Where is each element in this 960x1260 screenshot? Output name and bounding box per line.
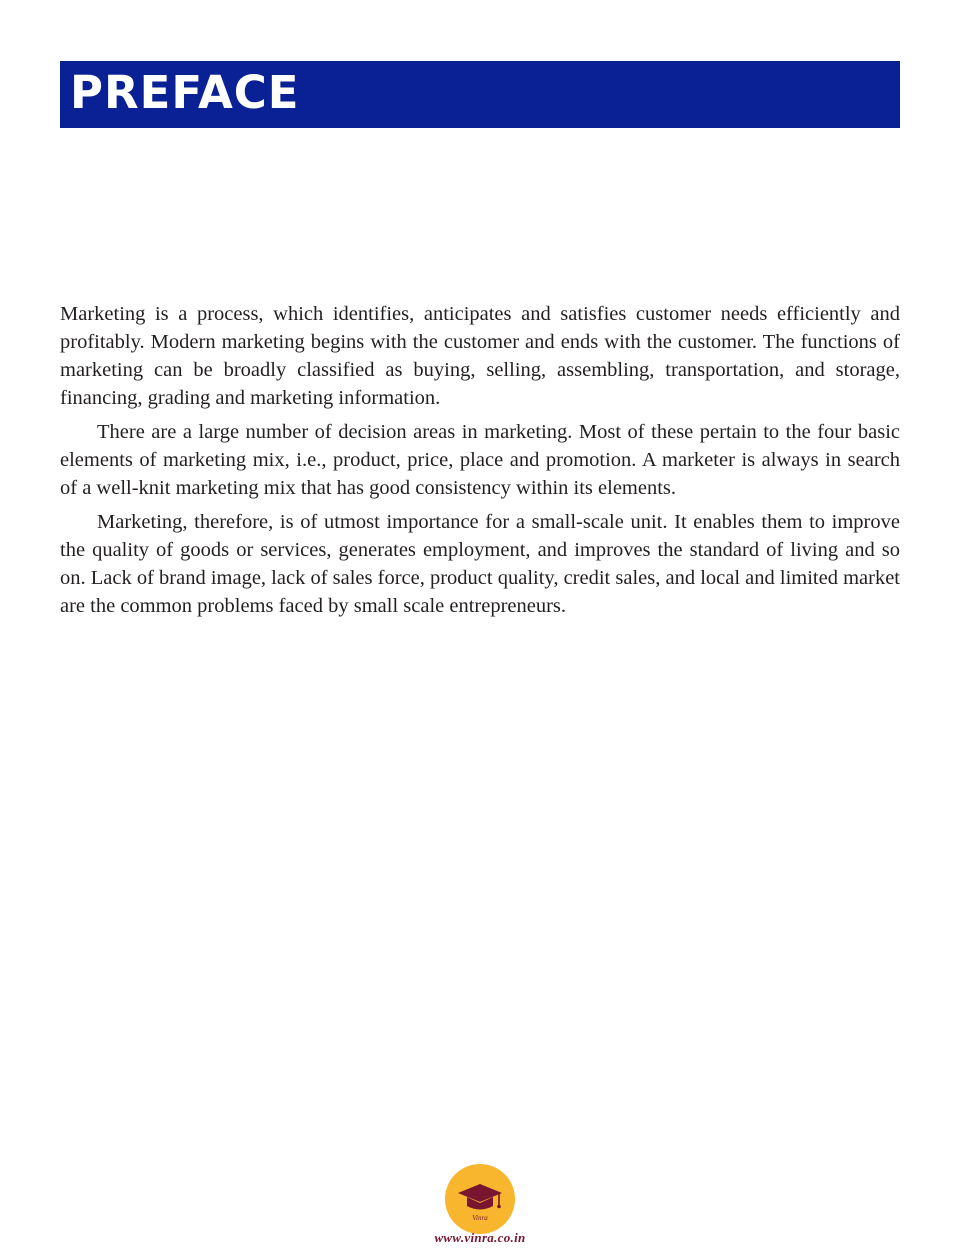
paragraph-2: There are a large number of decision areas in marketing. Most of these pertain to the four basic elements of marketing mix, i.e., product, price, place and promotion. A marketer is always in search of a well-knit marketing mix that has good consistency within its elements. bbox=[60, 421, 900, 499]
footer-url[interactable]: www.vinra.co.in bbox=[434, 1230, 526, 1245]
logo-text: Vinra bbox=[472, 1214, 488, 1222]
graduation-cap-icon bbox=[444, 1163, 516, 1235]
paragraph-1: Marketing is a process, which identifies, anticipates and satisfies customer needs efficiently and profitably. Modern marketing begins with the customer and ends with the customer. The functions of marketing can be broadly classified as buying, selling, assembling, transportation, and storage, financing, grading and marketing information. bbox=[60, 303, 900, 409]
preface-body bbox=[60, 300, 900, 626]
publisher-logo bbox=[444, 1163, 516, 1235]
paragraph-3: Marketing, therefore, is of utmost importance for a small-scale unit. It enables them to improve the quality of goods or services, generates employment, and improves the standard of living and so on. Lack of brand image, lack of sales force, product quality, credit sales, and local and limited market are the common problems faced by small scale entrepreneurs. bbox=[60, 511, 900, 617]
page-title: PREFACE bbox=[70, 66, 300, 119]
title-banner bbox=[60, 61, 900, 128]
